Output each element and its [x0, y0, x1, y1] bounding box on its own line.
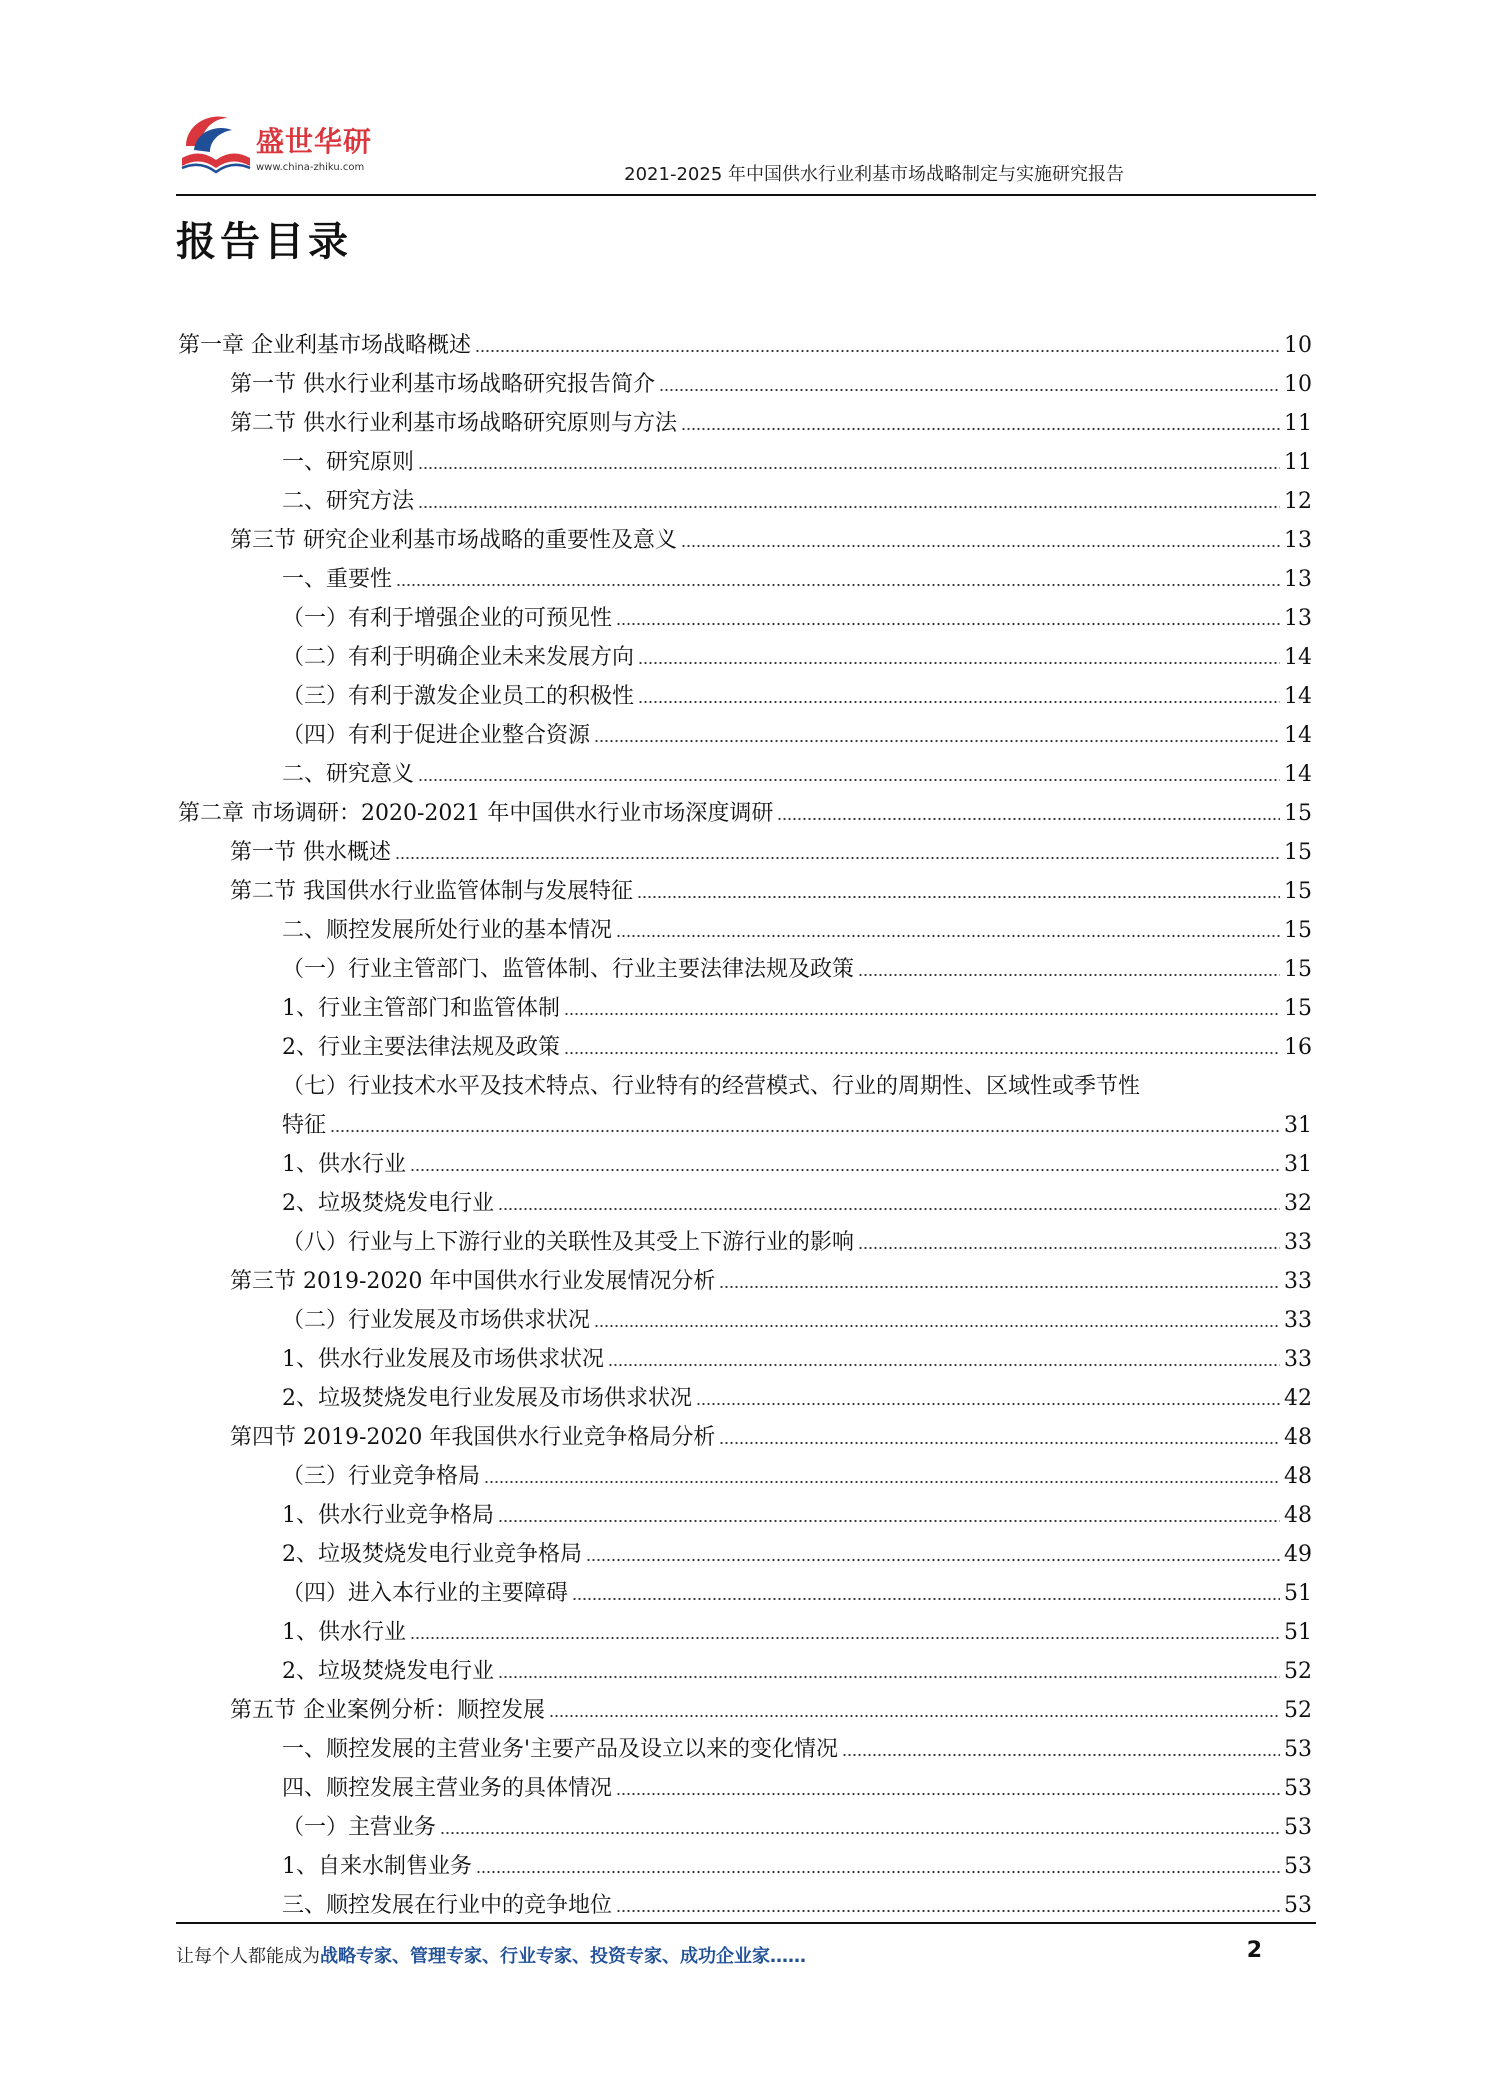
toc-page-number: 33	[1284, 1269, 1312, 1294]
page-footer	[176, 1922, 1316, 1967]
toc-entry-text: 四、顺控发展主营业务的具体情况	[282, 1776, 613, 1801]
toc-entry-text: 一、研究原则	[282, 450, 415, 475]
dot-leader	[396, 577, 1280, 587]
brand-name: 盛世华研	[256, 125, 373, 158]
toc-entry-text: （四）进入本行业的主要障碍	[282, 1581, 569, 1606]
dot-leader	[395, 850, 1280, 860]
dot-leader	[637, 889, 1280, 899]
toc-entry-text: 1、供水行业	[282, 1152, 406, 1177]
toc-entry[interactable]	[178, 1691, 1312, 1730]
toc-entry[interactable]	[178, 482, 1312, 521]
toc-entry-text: （八）行业与上下游行业的关联性及其受上下游行业的影响	[282, 1230, 855, 1255]
toc-entry-text: （三）行业竞争格局	[282, 1464, 481, 1489]
toc-entry[interactable]	[178, 1730, 1312, 1769]
toc-entry-text: 第三节 2019-2020 年中国供水行业发展情况分析	[230, 1269, 716, 1294]
dot-leader	[616, 928, 1280, 938]
toc-entry[interactable]	[178, 950, 1312, 989]
dot-leader	[572, 1591, 1280, 1601]
toc-entry[interactable]	[178, 1769, 1312, 1808]
toc-page-number: 53	[1284, 1737, 1312, 1762]
toc-entry[interactable]	[178, 326, 1312, 365]
toc-entry[interactable]	[178, 989, 1312, 1028]
dot-leader	[440, 1825, 1280, 1835]
toc-entry-text: 一、重要性	[282, 567, 393, 592]
dot-leader	[549, 1708, 1280, 1718]
toc-page-number: 10	[1284, 333, 1312, 358]
toc-entry[interactable]	[178, 521, 1312, 560]
toc-entry-text: （四）有利于促进企业整合资源	[282, 723, 591, 748]
dot-leader	[484, 1474, 1280, 1484]
toc-entry-text: 第一节 供水行业利基市场战略研究报告简介	[230, 372, 655, 397]
toc-entry[interactable]	[178, 443, 1312, 482]
toc-entry-text: （七）行业技术水平及技术特点、行业特有的经营模式、行业的周期性、区域性或季节性	[282, 1074, 1141, 1099]
toc-page-number: 13	[1284, 528, 1312, 553]
toc-entry[interactable]	[178, 638, 1312, 677]
footer-divider	[176, 1922, 1316, 1924]
brand-url: www.china-zhiku.com	[256, 162, 365, 173]
toc-entry-text: （一）行业主管部门、监管体制、行业主要法律法规及政策	[282, 957, 855, 982]
toc-entry-text: 三、顺控发展在行业中的竞争地位	[282, 1893, 613, 1918]
dot-leader	[616, 616, 1280, 626]
report-title: 2021-2025 年中国供水行业利基市场战略制定与实施研究报告	[624, 164, 1124, 185]
dot-leader	[410, 1162, 1280, 1172]
dot-leader	[330, 1123, 1280, 1133]
toc-entry[interactable]	[178, 1067, 1312, 1145]
toc-page-number: 51	[1284, 1620, 1312, 1645]
toc-page-number: 12	[1284, 489, 1312, 514]
dot-leader	[616, 1786, 1280, 1796]
dot-leader	[681, 538, 1280, 548]
toc-entry[interactable]	[178, 833, 1312, 872]
toc-page-number: 48	[1284, 1503, 1312, 1528]
toc-page-number: 48	[1284, 1464, 1312, 1489]
toc-entry-text: 1、供水行业竞争格局	[282, 1503, 494, 1528]
dot-leader	[594, 1318, 1280, 1328]
dot-leader	[498, 1669, 1280, 1679]
toc-page-number: 48	[1284, 1425, 1312, 1450]
toc-page-number: 31	[1284, 1113, 1312, 1138]
toc-entry-text: 2、垃圾焚烧发电行业发展及市场供求状况	[282, 1386, 692, 1411]
dot-leader	[696, 1396, 1280, 1406]
toc-page-number: 11	[1284, 450, 1312, 475]
dot-leader	[638, 694, 1280, 704]
footer-slogan	[176, 1942, 806, 1968]
toc-page-number: 42	[1284, 1386, 1312, 1411]
dot-leader	[681, 421, 1280, 431]
toc-page-number: 14	[1284, 762, 1312, 787]
toc-page-number: 11	[1284, 411, 1312, 436]
dot-leader	[594, 733, 1280, 743]
toc-entry[interactable]	[178, 1613, 1312, 1652]
toc-entry-text: 第四节 2019-2020 年我国供水行业竞争格局分析	[230, 1425, 716, 1450]
book-globe-icon	[176, 106, 256, 180]
toc-entry-text: 1、自来水制售业务	[282, 1854, 472, 1879]
dot-leader	[586, 1552, 1280, 1562]
toc-entry-text-cont: 特征	[282, 1113, 327, 1138]
toc-page-number: 14	[1284, 684, 1312, 709]
page-title: 报告目录	[176, 219, 352, 265]
toc-entry-text: 第二节 供水行业利基市场战略研究原则与方法	[230, 411, 677, 436]
toc-page-number: 33	[1284, 1347, 1312, 1372]
toc-page-number: 52	[1284, 1698, 1312, 1723]
toc-entry[interactable]	[178, 1340, 1312, 1379]
page-header	[176, 104, 1316, 196]
dot-leader	[616, 1903, 1280, 1913]
toc-entry[interactable]	[178, 1301, 1312, 1340]
toc-page-number: 33	[1284, 1230, 1312, 1255]
toc-page-number: 15	[1284, 918, 1312, 943]
dot-leader	[476, 1864, 1280, 1874]
toc-entry[interactable]	[178, 1223, 1312, 1262]
dot-leader	[564, 1045, 1280, 1055]
toc-entry-text: 第五节 企业案例分析：顺控发展	[230, 1698, 545, 1723]
slogan-highlight: 战略专家、管理专家、行业专家、投资专家、成功企业家……	[320, 1946, 806, 1967]
dot-leader	[659, 382, 1280, 392]
toc-entry-text: （二）行业发展及市场供求状况	[282, 1308, 591, 1333]
toc-page-number: 53	[1284, 1854, 1312, 1879]
dot-leader	[858, 1240, 1280, 1250]
toc-page-number: 53	[1284, 1815, 1312, 1840]
toc-entry-text: （二）有利于明确企业未来发展方向	[282, 645, 635, 670]
toc-entry-text: 一、顺控发展的主营业务'主要产品及设立以来的变化情况	[282, 1737, 839, 1762]
dot-leader	[608, 1357, 1280, 1367]
dot-leader	[777, 811, 1280, 821]
toc-entry[interactable]	[178, 560, 1312, 599]
table-of-contents	[178, 326, 1312, 1925]
toc-entry[interactable]	[178, 911, 1312, 950]
toc-entry-text: 2、垃圾焚烧发电行业	[282, 1659, 494, 1684]
toc-entry[interactable]	[178, 1574, 1312, 1613]
toc-entry[interactable]	[178, 1184, 1312, 1223]
toc-entry-text: （三）有利于激发企业员工的积极性	[282, 684, 635, 709]
toc-page-number: 52	[1284, 1659, 1312, 1684]
slogan-prefix: 让每个人都能成为	[176, 1946, 320, 1967]
toc-entry[interactable]	[178, 365, 1312, 404]
toc-entry-text: （一）主营业务	[282, 1815, 437, 1840]
toc-page-number: 53	[1284, 1893, 1312, 1918]
toc-entry[interactable]	[178, 1145, 1312, 1184]
dot-leader	[418, 772, 1280, 782]
toc-entry-text: 第一章 企业利基市场战略概述	[178, 333, 471, 358]
toc-page-number: 49	[1284, 1542, 1312, 1567]
toc-page-number: 16	[1284, 1035, 1312, 1060]
dot-leader	[498, 1513, 1280, 1523]
dot-leader	[564, 1006, 1280, 1016]
toc-page-number: 53	[1284, 1776, 1312, 1801]
dot-leader	[842, 1747, 1280, 1757]
toc-entry[interactable]	[178, 755, 1312, 794]
toc-page-number: 15	[1284, 957, 1312, 982]
toc-entry[interactable]	[178, 1535, 1312, 1574]
dot-leader	[418, 460, 1280, 470]
toc-page-number: 10	[1284, 372, 1312, 397]
toc-entry-text: 2、行业主要法律法规及政策	[282, 1035, 560, 1060]
toc-page-number: 13	[1284, 606, 1312, 631]
toc-page-number: 31	[1284, 1152, 1312, 1177]
toc-entry-text: 二、顺控发展所处行业的基本情况	[282, 918, 613, 943]
toc-entry[interactable]	[178, 677, 1312, 716]
toc-entry[interactable]	[178, 1028, 1312, 1067]
toc-page-number: 15	[1284, 996, 1312, 1021]
toc-entry[interactable]	[178, 599, 1312, 638]
dot-leader	[719, 1279, 1280, 1289]
toc-page-number: 32	[1284, 1191, 1312, 1216]
header-divider	[176, 194, 1316, 196]
brand-logo	[176, 104, 496, 184]
dot-leader	[475, 343, 1280, 353]
toc-entry[interactable]	[178, 1457, 1312, 1496]
toc-entry[interactable]	[178, 1847, 1312, 1886]
toc-entry[interactable]	[178, 794, 1312, 833]
toc-entry-text: （一）有利于增强企业的可预见性	[282, 606, 613, 631]
dot-leader	[418, 499, 1280, 509]
toc-page-number: 13	[1284, 567, 1312, 592]
toc-entry-text: 二、研究方法	[282, 489, 415, 514]
toc-entry-text: 2、垃圾焚烧发电行业	[282, 1191, 494, 1216]
toc-entry[interactable]	[178, 1418, 1312, 1457]
toc-page-number: 51	[1284, 1581, 1312, 1606]
toc-entry[interactable]	[178, 1652, 1312, 1691]
toc-page-number: 15	[1284, 879, 1312, 904]
dot-leader	[719, 1435, 1280, 1445]
toc-entry[interactable]	[178, 716, 1312, 755]
toc-entry[interactable]	[178, 1262, 1312, 1301]
dot-leader	[638, 655, 1280, 665]
toc-entry[interactable]	[178, 404, 1312, 443]
toc-entry-text: 第一节 供水概述	[230, 840, 391, 865]
toc-page-number: 15	[1284, 801, 1312, 826]
toc-entry-text: 1、供水行业	[282, 1620, 406, 1645]
dot-leader	[498, 1201, 1280, 1211]
toc-entry-continuation	[282, 1106, 1312, 1145]
toc-page-number: 14	[1284, 645, 1312, 670]
page-number: 2	[1246, 1938, 1262, 1963]
toc-entry-text: 第二节 我国供水行业监管体制与发展特征	[230, 879, 633, 904]
toc-entry[interactable]	[178, 1496, 1312, 1535]
toc-page-number: 33	[1284, 1308, 1312, 1333]
toc-entry-text: 1、供水行业发展及市场供求状况	[282, 1347, 604, 1372]
toc-entry[interactable]	[178, 1886, 1312, 1925]
toc-entry-text: 二、研究意义	[282, 762, 415, 787]
toc-entry[interactable]	[178, 872, 1312, 911]
toc-entry-text: 第二章 市场调研：2020-2021 年中国供水行业市场深度调研	[178, 801, 774, 826]
toc-page-number: 14	[1284, 723, 1312, 748]
dot-leader	[858, 967, 1280, 977]
toc-entry-text: 第三节 研究企业利基市场战略的重要性及意义	[230, 528, 677, 553]
dot-leader	[410, 1630, 1280, 1640]
toc-entry-text: 2、垃圾焚烧发电行业竞争格局	[282, 1542, 582, 1567]
toc-page-number: 15	[1284, 840, 1312, 865]
toc-entry[interactable]	[178, 1808, 1312, 1847]
toc-entry-text: 1、行业主管部门和监管体制	[282, 996, 560, 1021]
toc-entry[interactable]	[178, 1379, 1312, 1418]
